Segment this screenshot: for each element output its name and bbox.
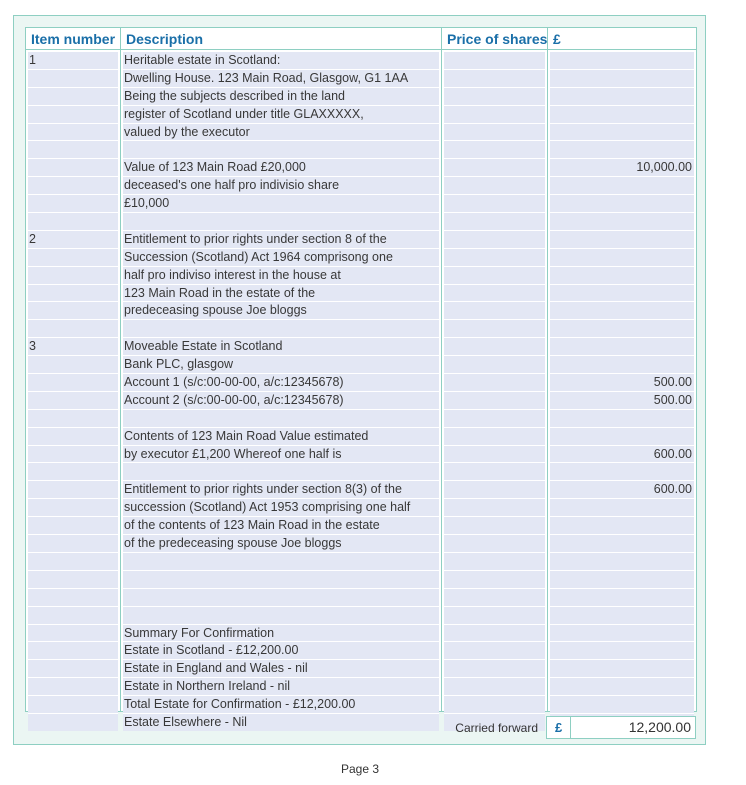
price-of-shares-cell	[444, 427, 545, 445]
price-of-shares-cell	[444, 69, 545, 87]
description-cell: Estate Elsewhere - Nil	[123, 713, 439, 731]
item-number-cell	[28, 677, 118, 695]
amount-cell: 500.00	[550, 373, 694, 391]
carried-forward-total	[546, 716, 696, 739]
description-cell: Estate in England and Wales - nil	[123, 659, 439, 677]
amount-cell	[550, 570, 694, 588]
item-number-cell	[28, 534, 118, 552]
description-cell	[123, 570, 439, 588]
description-cell: Bank PLC, glasgow	[123, 355, 439, 373]
item-number-cell	[28, 176, 118, 194]
amount-cell	[550, 641, 694, 659]
description-column	[121, 51, 441, 731]
price-of-shares-cell	[444, 230, 545, 248]
description-cell: of the predeceasing spouse Joe bloggs	[123, 534, 439, 552]
description-cell: deceased's one half pro indivisio share	[123, 176, 439, 194]
description-cell: of the contents of 123 Main Road in the estate	[123, 516, 439, 534]
price-of-shares-cell	[444, 480, 545, 498]
carried-forward-amount: 12,200.00	[628, 719, 691, 735]
amount-cell	[550, 319, 694, 337]
description-cell: Contents of 123 Main Road Value estimated	[123, 427, 439, 445]
price-of-shares-cell	[444, 570, 545, 588]
header-item-number: Item number	[26, 28, 120, 50]
amount-cell	[550, 301, 694, 319]
price-of-shares-cell	[444, 391, 545, 409]
description-cell: Account 1 (s/c:00-00-00, a/c:12345678)	[123, 373, 439, 391]
amount-cell: 600.00	[550, 480, 694, 498]
price-of-shares-cell	[444, 588, 545, 606]
price-of-shares-cell	[444, 212, 545, 230]
item-number-cell	[28, 266, 118, 284]
amount-cell	[550, 659, 694, 677]
amount-cell: 600.00	[550, 445, 694, 463]
amount-cell	[550, 427, 694, 445]
price-of-shares-cell	[444, 695, 545, 713]
description-cell: valued by the executor	[123, 123, 439, 141]
amount-cell	[550, 677, 694, 695]
item-number-cell	[28, 158, 118, 176]
item-number-cell	[28, 87, 118, 105]
item-number-cell	[28, 606, 118, 624]
item-number-cell	[28, 659, 118, 677]
description-cell: Heritable estate in Scotland:	[123, 51, 439, 69]
amount-cell	[550, 248, 694, 266]
item-number-cell	[28, 373, 118, 391]
item-number-cell	[28, 105, 118, 123]
description-cell: Summary For Confirmation	[123, 624, 439, 642]
price-of-shares-cell	[444, 337, 545, 355]
price-of-shares-cell	[444, 445, 545, 463]
description-cell: succession (Scotland) Act 1953 comprising one half	[123, 498, 439, 516]
item-number-cell	[28, 641, 118, 659]
amount-cell	[550, 516, 694, 534]
description-cell: £10,000	[123, 194, 439, 212]
price-of-shares-cell	[444, 624, 545, 642]
price-of-shares-cell	[444, 87, 545, 105]
price-of-shares-cell	[444, 498, 545, 516]
item-number-cell	[28, 284, 118, 302]
item-number-cell	[28, 552, 118, 570]
amount-cell	[550, 462, 694, 480]
amount-cell	[550, 534, 694, 552]
price-of-shares-cell	[444, 516, 545, 534]
amount-cell	[550, 123, 694, 141]
item-number-cell	[28, 140, 118, 158]
price-of-shares-cell	[444, 373, 545, 391]
price-of-shares-cell	[444, 194, 545, 212]
column-divider	[570, 717, 571, 738]
description-cell: Account 2 (s/c:00-00-00, a/c:12345678)	[123, 391, 439, 409]
amount-cell	[550, 284, 694, 302]
amount-cell	[550, 176, 694, 194]
description-cell: Moveable Estate in Scotland	[123, 337, 439, 355]
amount-cell	[550, 409, 694, 427]
price-of-shares-cell	[444, 319, 545, 337]
item-number-cell	[28, 194, 118, 212]
item-number-cell	[28, 409, 118, 427]
header-description: Description	[121, 28, 441, 50]
price-of-shares-cell	[444, 140, 545, 158]
price-of-shares-cell	[444, 266, 545, 284]
price-of-shares-cell	[444, 606, 545, 624]
carried-forward-label: Carried forward	[455, 721, 538, 735]
amount-cell	[550, 624, 694, 642]
amount-cell	[550, 337, 694, 355]
price-of-shares-cell	[444, 355, 545, 373]
description-cell: Estate in Northern Ireland - nil	[123, 677, 439, 695]
amount-cell	[550, 87, 694, 105]
carried-forward-currency: £	[555, 720, 563, 735]
item-number-cell	[28, 480, 118, 498]
price-of-shares-cell	[444, 284, 545, 302]
item-number-cell: 1	[28, 51, 118, 69]
description-cell	[123, 140, 439, 158]
description-cell: register of Scotland under title GLAXXXXX,	[123, 105, 439, 123]
item-number-cell	[28, 391, 118, 409]
description-cell: Total Estate for Confirmation - £12,200.00	[123, 695, 439, 713]
item-number-cell	[28, 69, 118, 87]
description-cell	[123, 588, 439, 606]
price-of-shares-cell	[444, 105, 545, 123]
amount-cell	[550, 588, 694, 606]
price-of-shares-cell	[444, 659, 545, 677]
price-of-shares-cell	[444, 123, 545, 141]
item-number-cell	[28, 713, 118, 731]
amount-cell	[550, 140, 694, 158]
description-cell	[123, 462, 439, 480]
price-of-shares-cell	[444, 409, 545, 427]
price-of-shares-cell	[444, 248, 545, 266]
description-cell	[123, 552, 439, 570]
item-number-cell	[28, 570, 118, 588]
amount-cell	[550, 105, 694, 123]
item-number-cell	[28, 301, 118, 319]
description-cell: Estate in Scotland - £12,200.00	[123, 641, 439, 659]
price-of-shares-cell	[444, 552, 545, 570]
price-of-shares-cell	[444, 641, 545, 659]
description-cell: Dwelling House. 123 Main Road, Glasgow, G1 1AA	[123, 69, 439, 87]
amount-cell	[550, 51, 694, 69]
description-cell	[123, 212, 439, 230]
price-of-shares-cell	[444, 534, 545, 552]
item-number-cell	[28, 516, 118, 534]
description-cell: Value of 123 Main Road £20,000	[123, 158, 439, 176]
price-of-shares-column	[442, 51, 547, 731]
price-of-shares-cell	[444, 677, 545, 695]
description-cell: by executor £1,200 Whereof one half is	[123, 445, 439, 463]
header-currency: £	[548, 28, 696, 50]
description-cell: predeceasing spouse Joe bloggs	[123, 301, 439, 319]
description-cell: Succession (Scotland) Act 1964 comprisong one	[123, 248, 439, 266]
header-price-of-shares: Price of shares	[442, 28, 547, 50]
item-number-cell	[28, 462, 118, 480]
amount-cell: 500.00	[550, 391, 694, 409]
amount-column	[548, 51, 696, 731]
description-cell: Entitlement to prior rights under section 8(3) of the	[123, 480, 439, 498]
item-number-cell	[28, 445, 118, 463]
item-number-column	[26, 51, 120, 731]
item-number-cell: 2	[28, 230, 118, 248]
amount-cell	[550, 695, 694, 713]
price-of-shares-cell	[444, 462, 545, 480]
item-number-cell	[28, 624, 118, 642]
amount-cell	[550, 212, 694, 230]
description-cell: Entitlement to prior rights under section 8 of the	[123, 230, 439, 248]
item-number-cell	[28, 248, 118, 266]
item-number-cell	[28, 498, 118, 516]
price-of-shares-cell	[444, 176, 545, 194]
amount-cell	[550, 230, 694, 248]
price-of-shares-cell	[444, 158, 545, 176]
description-cell	[123, 409, 439, 427]
amount-cell	[550, 266, 694, 284]
price-of-shares-cell	[444, 301, 545, 319]
price-of-shares-cell	[444, 51, 545, 69]
page-number: Page 3	[340, 762, 380, 776]
amount-cell	[550, 552, 694, 570]
item-number-cell	[28, 695, 118, 713]
amount-cell: 10,000.00	[550, 158, 694, 176]
item-number-cell	[28, 588, 118, 606]
amount-cell	[550, 69, 694, 87]
item-number-cell	[28, 319, 118, 337]
item-number-cell	[28, 355, 118, 373]
amount-cell	[550, 194, 694, 212]
item-number-cell	[28, 123, 118, 141]
amount-cell	[550, 355, 694, 373]
description-cell: half pro indiviso interest in the house at	[123, 266, 439, 284]
item-number-cell	[28, 427, 118, 445]
amount-cell	[550, 606, 694, 624]
amount-cell	[550, 498, 694, 516]
description-cell	[123, 319, 439, 337]
description-cell: Being the subjects described in the land	[123, 87, 439, 105]
item-number-cell	[28, 212, 118, 230]
description-cell	[123, 606, 439, 624]
description-cell: 123 Main Road in the estate of the	[123, 284, 439, 302]
item-number-cell: 3	[28, 337, 118, 355]
